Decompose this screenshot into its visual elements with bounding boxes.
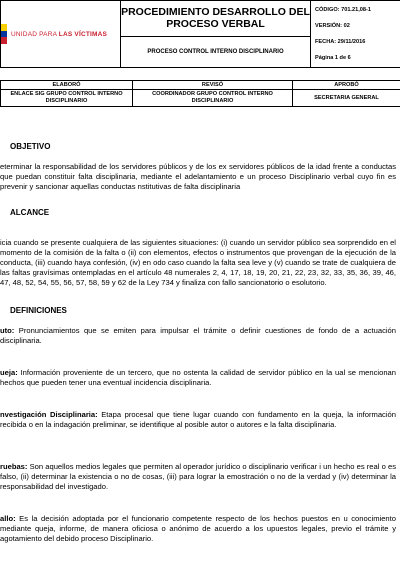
- definiciones-heading: DEFINICIONES: [10, 306, 67, 315]
- aprobo-header: APROBÓ: [293, 81, 400, 90]
- elaboro-name: ENLACE SIG GRUPO CONTROL INTERNO DISCIPLINARIO: [1, 90, 133, 107]
- definition-term: allo:: [0, 514, 16, 523]
- document-meta: [311, 1, 400, 68]
- document-version: VERSIÓN: 02: [315, 23, 350, 29]
- definition-term: uto:: [0, 326, 15, 335]
- definition-text: Etapa procesal que tiene lugar cuando con fundamento en la queja, la información recibida o en la indagación preliminar, se identifique al posible autor o autores e la falta disciplinaria.: [0, 410, 396, 429]
- reviso-header: REVISÓ: [133, 81, 293, 90]
- logo-cell: [1, 1, 121, 68]
- definition-term: ruebas:: [0, 462, 28, 471]
- signature-table: [0, 80, 400, 107]
- definition-text: Son aquellos medios legales que permiten al operador jurídico o disciplinario verificar i un hecho es real o es falso, (ii) determinar la existencia o no de cosas, (iii) para lograr la emostración o no de la verdad y (iv) determinar la responsabilidad del investigado.: [0, 462, 396, 491]
- definition-item: [0, 326, 396, 346]
- definition-item: [0, 368, 396, 388]
- document-date: FECHA: 29/11/2016: [315, 39, 366, 45]
- definition-text: Información proveniente de un tercero, que no ostenta la calidad de servidor público en la ual se mencionan hechos que pueden tener una eventual incidencia disciplinaria.: [0, 368, 396, 387]
- reviso-name: COORDINADOR GRUPO CONTROL INTERNO DISCIPLINARIO: [133, 90, 293, 107]
- aprobo-name: SECRETARIA GENERAL: [293, 90, 400, 107]
- definition-item: [0, 514, 396, 544]
- alcance-heading: ALCANCE: [10, 208, 50, 217]
- definition-item: [0, 410, 396, 430]
- definition-text: Pronunciamientos que se emiten para impulsar el trámite o definir cuestiones de fondo de a actuación disciplinaria.: [0, 326, 396, 345]
- definition-text: Es la decisión adoptada por el funcionario competente respecto de los hechos puestos en u conocimiento mediante queja, informe, de manera oficiosa o anónimo de acuerdo a los upuestos legales, previo el trámite y agotamiento del debido proceso Disciplinario.: [0, 514, 396, 543]
- colombia-flag-icon: [1, 24, 7, 44]
- definition-term: nvestigación Disciplinaria:: [0, 410, 98, 419]
- process-subtitle: PROCESO CONTROL INTERNO DISCIPLINARIO: [121, 36, 311, 67]
- logo-text: UNIDAD PARA LAS VÍCTIMAS: [11, 30, 108, 38]
- objetivo-heading: OBJETIVO: [10, 142, 51, 151]
- elaboro-header: ELABORÓ: [1, 81, 133, 90]
- definition-item: [0, 462, 396, 492]
- document-header: [0, 0, 400, 68]
- document-code: CÓDIGO: 701.21,08-1: [315, 7, 371, 13]
- objetivo-text: eterminar la responsabilidad de los servidores públicos y de los ex servidores públicos de la idad frente a conductas que puedan constituir falta disciplinaria, mediante el adelantamiento e un proceso Disciplinario verbal cuyo fin es prevenir y sancionar aquellas conductas nstitutivas de falta disciplinaria: [0, 162, 396, 191]
- unidad-victimas-logo: [1, 1, 120, 67]
- page-number: Página 1 de 6: [315, 55, 351, 61]
- alcance-text: icia cuando se presente cualquiera de las siguientes situaciones: (i) cuando un servidor público sea sorprendido en el momento de la comisión de la falta o (ii) con elementos, efectos o instrumentos que provengan de la ejecución de la conducta, (iii) cuando haya confesión, (iv) en odo caso cuando la falta sea leve y (v) cuando se trate de cualquiera de las faltas gravísimas ontempladas en el artículo 48 numerales 2, 4, 17, 18, 19, 20, 21, 22, 23, 32, 33, 35, 36, 39, 46, 47, 48, 52, 54, 55, 56, 57, 58, 59 y 62 de la Ley 734 y finaliza con fallo sancionatorio o esolutorio.: [0, 238, 396, 287]
- definition-term: ueja:: [0, 368, 18, 377]
- document-title: PROCEDIMIENTO DESARROLLO DEL PROCESO VERBAL: [121, 1, 311, 37]
